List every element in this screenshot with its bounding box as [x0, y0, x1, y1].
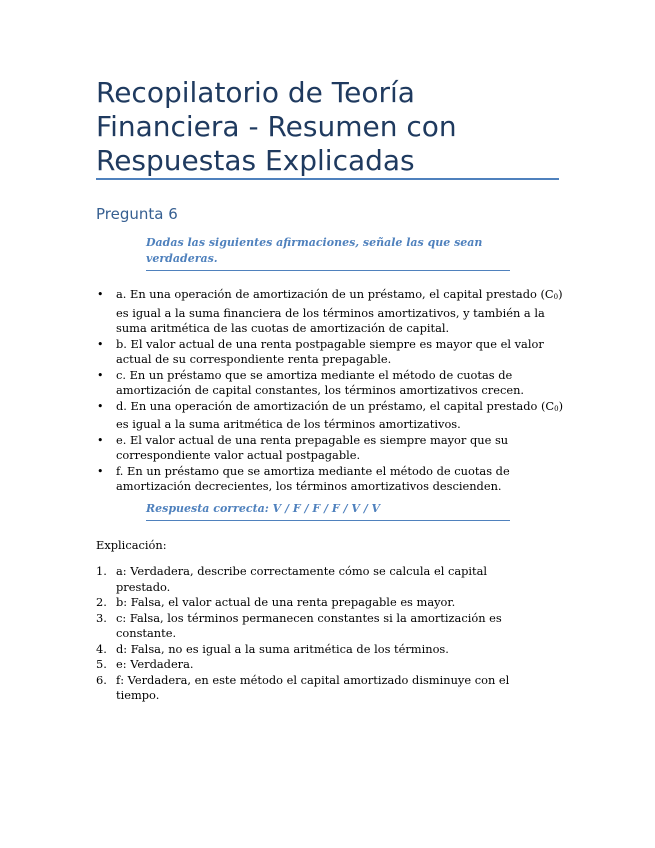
statement-text: c. En un préstamo que se amortiza mediante el método de cuotas de amortización de capital constantes, los términos amortizativos crecen.	[116, 367, 525, 397]
explanation-item	[96, 611, 536, 642]
statement-text: f. En un préstamo que se amortiza mediante el método de cuotas de amortización decrecientes, los términos amortizativos descienden.	[116, 463, 510, 493]
statement-item	[96, 368, 566, 399]
subscript: 0	[553, 293, 559, 301]
bullet-icon: •	[97, 399, 104, 413]
statement-text: d. En una operación de amortización de un préstamo, el capital prestado (C	[116, 398, 555, 413]
explanation-item	[96, 642, 536, 658]
explanation-item	[96, 657, 536, 673]
explanation-item	[96, 595, 536, 611]
question-prompt: Dadas las siguientes afirmaciones, señale las que sean verdaderas.	[146, 235, 510, 271]
bullet-icon: •	[97, 288, 104, 301]
explanation-text: f: Verdadera, en este método el capital amortizado disminuye con el tiempo.	[116, 672, 510, 702]
bullet-icon: •	[97, 433, 104, 447]
item-number: 4.	[96, 641, 107, 656]
statements-list	[96, 287, 566, 495]
explanation-list	[96, 564, 536, 704]
statement-text-cont: ) es igual a la suma aritmética de los términos amortizativos.	[116, 398, 564, 431]
item-number: 2.	[96, 595, 107, 609]
bullet-icon: •	[97, 368, 104, 382]
statement-item	[96, 399, 566, 433]
item-number: 5.	[96, 657, 107, 671]
explanation-text: c: Falsa, los términos permanecen constantes si la amortización es constante.	[116, 610, 502, 640]
statement-text-cont: ) es igual a la suma financiera de los términos amortizativos, y también a la suma aritmética de las cuotas de amortización de capital.	[116, 287, 563, 335]
document-title: Recopilatorio de Teoría Financiera - Resumen con Respuestas Explicadas	[96, 76, 457, 177]
statement-text: a. En una operación de amortización de un préstamo, el capital prestado (C	[116, 287, 554, 301]
explanation-text: d: Falsa, no es igual a la suma aritmética de los términos.	[116, 641, 449, 656]
item-number: 3.	[96, 610, 107, 625]
statement-item	[96, 287, 566, 337]
statement-item	[96, 337, 566, 368]
explanation-label: Explicación:	[96, 538, 167, 552]
explanation-item	[96, 673, 536, 704]
statement-item	[96, 433, 566, 464]
explanation-text: a: Verdadera, describe correctamente cómo se calcula el capital prestado.	[116, 564, 488, 594]
statement-text: e. El valor actual de una renta prepagable es siempre mayor que su correspondiente valor actual postpagable.	[116, 432, 509, 462]
item-number: 6.	[96, 672, 107, 687]
correct-answer: Respuesta correcta: V / F / F / F / V / V	[146, 501, 510, 521]
question-heading: Pregunta 6	[96, 205, 178, 223]
bullet-icon: •	[97, 337, 104, 351]
statement-item	[96, 464, 566, 495]
explanation-text: e: Verdadera.	[116, 657, 194, 671]
explanation-item	[96, 564, 536, 595]
explanation-text: b: Falsa, el valor actual de una renta prepagable es mayor.	[116, 595, 456, 609]
title-underline	[96, 178, 559, 180]
bullet-icon: •	[97, 464, 104, 478]
subscript: 0	[554, 404, 559, 413]
statement-text: b. El valor actual de una renta postpagable siempre es mayor que el valor actual de su correspondiente renta prepagable.	[116, 336, 544, 366]
item-number: 1.	[96, 564, 107, 578]
